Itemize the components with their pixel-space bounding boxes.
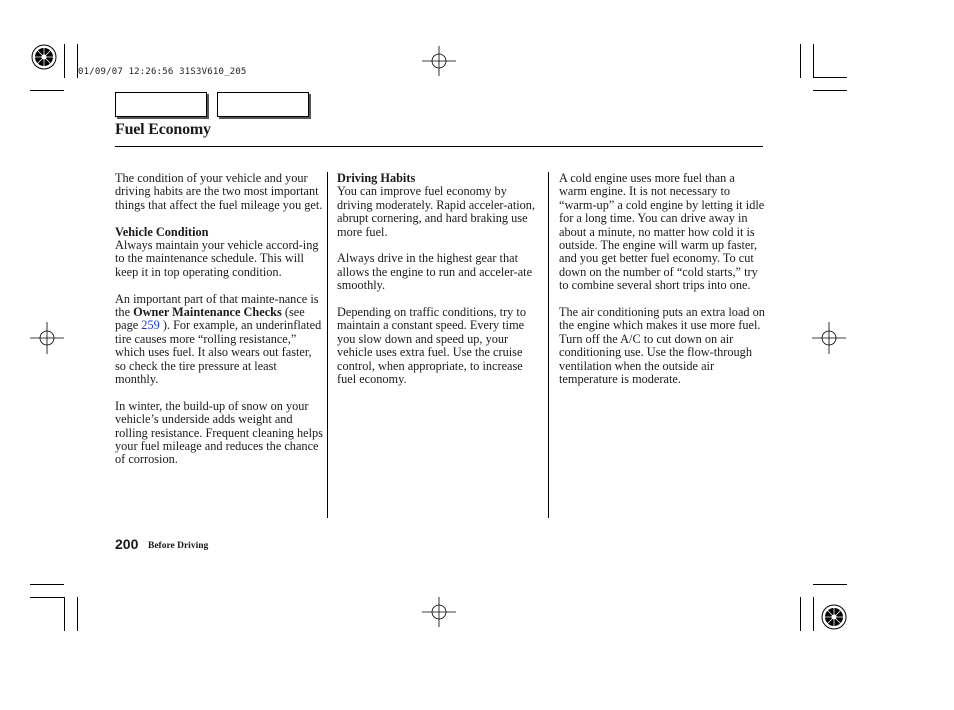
page-259-link[interactable]: 259 [141, 318, 160, 333]
crosshair-right-middle [812, 322, 846, 354]
registration-mark-top-left [30, 43, 58, 71]
page-number: 200 [115, 536, 139, 552]
section-name: Before Driving [148, 541, 209, 551]
air-conditioning-paragraph: The air conditioning puts an extra load on the engine which makes it use more fuel. Turn off the A/C to cut down on air conditioning use. Use the flow-through ventilation when the outside air temperature is moderate. [559, 305, 765, 387]
print-stamp: 01/09/07 12:26:56 31S3V610_205 [78, 67, 247, 77]
column-divider-2 [548, 172, 549, 518]
page-title: Fuel Economy [115, 121, 211, 138]
maintenance-paragraph [115, 293, 323, 387]
maintenance-text-start: An important part of that mainte-nance is the [115, 291, 319, 320]
registration-mark-bottom-right [820, 603, 848, 631]
vehicle-condition-text: Always maintain your vehicle accord-ing to the maintenance schedule. This will keep it in top operating condition. [115, 238, 319, 279]
column-2 [337, 172, 543, 400]
title-rule [115, 146, 763, 147]
driving-habits-text: You can improve fuel economy by driving moderately. Rapid acceler-ation, abrupt cornering, and hard braking use more fuel. [337, 184, 536, 239]
vehicle-condition-heading: Vehicle Condition [115, 224, 209, 239]
winter-paragraph: In winter, the build-up of snow on your vehicle’s underside adds weight and rolling resistance. Frequent cleaning helps your fuel mileage and reduces the chance of corrosion. [115, 398, 323, 467]
driving-habits-section [337, 172, 543, 239]
driving-habits-heading: Driving Habits [337, 171, 416, 185]
gear-paragraph: Always drive in the highest gear that allows the engine to run and acceler-ate smoothly. [337, 251, 533, 293]
column-1 [115, 172, 323, 480]
intro-paragraph: The condition of your vehicle and your driving habits are the two most important things that affect the fuel mileage you get. [115, 171, 323, 212]
vehicle-condition-section [115, 226, 323, 280]
traffic-paragraph: Depending on traffic conditions, try to maintain a constant speed. Every time you slow down and speed up, your vehicle uses extra fuel. Use the cruise control, when appropriate, to increase fuel economy. [337, 305, 526, 387]
cold-engine-paragraph: A cold engine uses more fuel than a warm engine. It is not necessary to “warm-up” a cold engine by letting it idle for a long time. You can drive away in about a minute, no matter how cold it is outside. The engine will warm up faster, and you get better fuel economy. To cut down on the number of “cold starts,” try to combine several short trips into one. [559, 171, 765, 293]
owner-maintenance-checks-label: Owner Maintenance Checks [133, 305, 282, 320]
crosshair-top-center [422, 46, 456, 76]
crosshair-bottom-center [422, 597, 456, 627]
nav-box-contents[interactable] [115, 92, 207, 117]
column-3 [559, 172, 765, 400]
crosshair-left-middle [30, 322, 64, 354]
maintenance-text-end: ). For example, an underinflated tire causes more “rolling resistance,” which uses fuel. It also wears out faster, so check the tire pressure at least monthly. [115, 318, 322, 387]
nav-box-index[interactable] [217, 92, 309, 117]
see-page-text: (see page [115, 305, 305, 333]
column-divider-1 [327, 172, 328, 518]
